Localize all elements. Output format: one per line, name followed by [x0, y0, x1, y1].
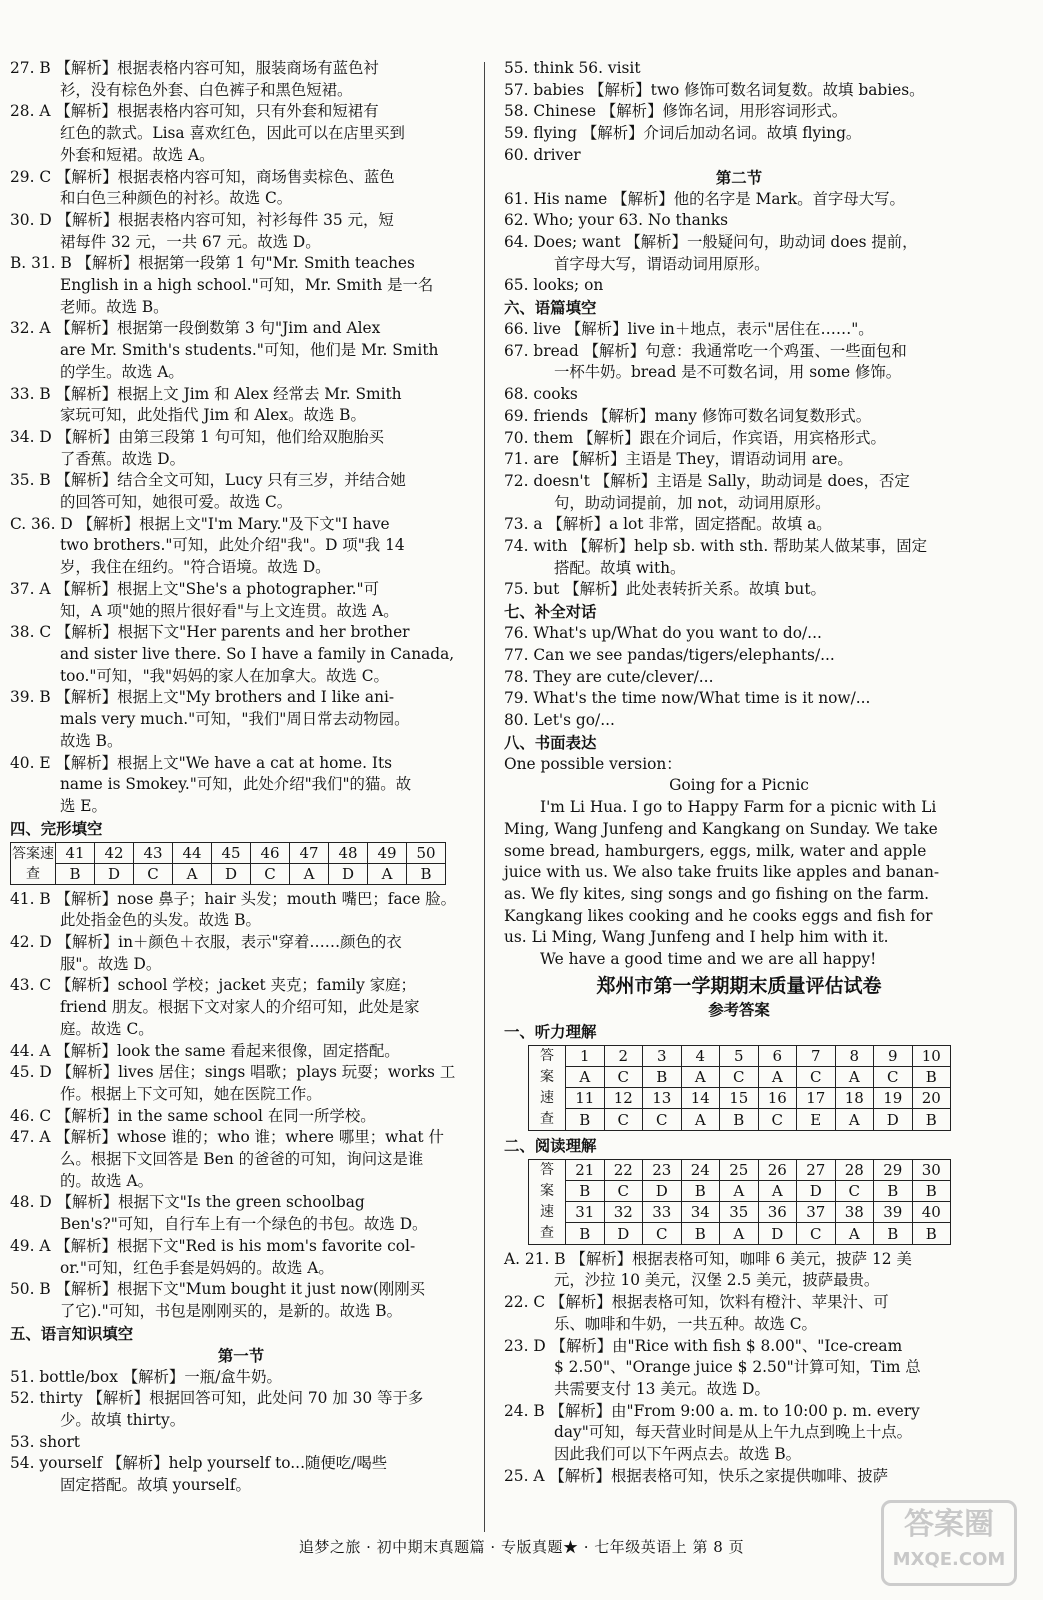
- text-line: two brothers."可知，此处介绍"我"。D 项"我 14: [60, 536, 405, 555]
- text-line: 首字母大写，谓语动词用原形。: [554, 254, 770, 273]
- answers-51-54: [10, 1367, 472, 1497]
- text-line: 搭配。故填 with。: [554, 558, 686, 577]
- question-number-cell: 42: [95, 842, 134, 863]
- question-number-cell: 13: [643, 1088, 682, 1109]
- answer-cell: B: [566, 1109, 605, 1130]
- answer-cell: C: [797, 1223, 836, 1244]
- answer-cell: A: [290, 863, 329, 884]
- question-number-cell: 5: [720, 1045, 759, 1066]
- answer-cell: C: [604, 1180, 643, 1201]
- text-line: 55. think 56. visit: [504, 59, 641, 77]
- answer-cell: B: [912, 1066, 951, 1087]
- text-line: are Mr. Smith's students."可知，他们是 Mr. Smith: [60, 341, 439, 360]
- cloze-answer-table: [10, 842, 446, 885]
- question-number-cell: 21: [566, 1159, 605, 1180]
- answer-cell: A: [720, 1223, 759, 1244]
- answers-61-65: [504, 189, 974, 298]
- text-line: 固定搭配。故填 yourself。: [60, 1476, 251, 1495]
- text-line: 69. friends 【解析】many 修饰可数名词复数形式。: [504, 406, 872, 425]
- text-line: 44. A 【解析】look the same 看起来很像，固定搭配。: [10, 1041, 400, 1060]
- answer-cell: E: [797, 1109, 836, 1130]
- text-line: 了香蕉。故选 D。: [60, 449, 185, 468]
- text-line: 39. B 【解析】根据上文"My brothers and I like ani-: [10, 688, 395, 707]
- text-line: 80. Let's go/...: [504, 710, 615, 729]
- question-number-cell: 26: [758, 1159, 797, 1180]
- question-number-cell: 31: [566, 1202, 605, 1223]
- text-line: 红色的款式。Lisa 喜欢红色，因此可以在店里买到: [60, 124, 405, 143]
- essay-line: Ming, Wang Junfeng and Kangkang on Sunday. We take: [504, 819, 938, 838]
- answer-cell: A: [368, 863, 407, 884]
- text-line: 岁，我住在纽约。"符合语境。故选 D。: [60, 558, 331, 577]
- reading-answer-table: [528, 1159, 951, 1245]
- question-number-cell: 19: [874, 1088, 913, 1109]
- answer-cell: D: [643, 1180, 682, 1201]
- text-line: 67. bread 【解析】句意：我通常吃一个鸡蛋、一些面包和: [504, 341, 907, 360]
- question-number-cell: 16: [758, 1088, 797, 1109]
- answer-cell: C: [643, 1223, 682, 1244]
- question-number-cell: 41: [56, 842, 95, 863]
- table-label-char: 答: [540, 1161, 554, 1178]
- answer-cell: B: [874, 1223, 913, 1244]
- text-line: or."可知，红色手套是妈妈的。故选 A。: [60, 1258, 334, 1277]
- answer-cell: B: [912, 1223, 951, 1244]
- answer-cell: C: [604, 1066, 643, 1087]
- answers-66-75: [504, 319, 974, 601]
- answer-cell: A: [835, 1109, 874, 1130]
- text-line: 服"。故选 D。: [60, 954, 162, 973]
- text-line: 61. His name 【解析】他的名字是 Mark。首字母大写。: [504, 189, 905, 208]
- text-line: 一杯牛奶。bread 是不可数名词，用 some 修饰。: [554, 363, 902, 382]
- text-line: 66. live 【解析】live in＋地点，表示"居住在……"。: [504, 320, 874, 339]
- question-number-cell: 24: [681, 1159, 720, 1180]
- text-line: 52. thirty 【解析】根据回答可知，此处问 70 加 30 等于多: [10, 1389, 424, 1408]
- question-number-cell: 15: [720, 1088, 759, 1109]
- text-line: 75. but 【解析】此处表转折关系。故填 but。: [504, 580, 826, 599]
- text-line: 49. A 【解析】根据下文"Red is his mom's favorite col-: [10, 1236, 416, 1255]
- text-line: 30. D 【解析】根据表格内容可知，衬衫每件 35 元，短: [10, 210, 394, 229]
- text-line: English in a high school."可知，Mr. Smith 是一名: [60, 276, 434, 295]
- answer-cell: B: [643, 1066, 682, 1087]
- question-number-cell: 17: [797, 1088, 836, 1109]
- question-number-cell: 34: [681, 1202, 720, 1223]
- text-line: 因此我们可以下午两点去。故选 B。: [554, 1445, 802, 1464]
- text-line: 41. B 【解析】nose 鼻子；hair 头发；mouth 嘴巴；face 脸。: [10, 889, 457, 908]
- part-1-title: 第一节: [217, 1346, 265, 1365]
- text-line: A. 21. B 【解析】根据表格可知，咖啡 6 美元，披萨 12 美: [504, 1249, 912, 1268]
- text-line: 45. D 【解析】lives 居住；sings 唱歌；plays 玩耍；works 工: [10, 1063, 456, 1082]
- text-line: 54. yourself 【解析】help yourself to...随便吃/喝些: [10, 1454, 388, 1473]
- text-line: 72. doesn't 【解析】主语是 Sally，助动词是 does，否定: [504, 471, 910, 490]
- question-number-cell: 9: [874, 1045, 913, 1066]
- answers-21-25: [504, 1249, 974, 1488]
- watermark-text: 答案圈: [904, 1507, 994, 1542]
- question-number-cell: 23: [643, 1159, 682, 1180]
- text-line: 句，助动词提前，加 not，动词用原形。: [554, 493, 831, 512]
- text-line: 35. B 【解析】结合全文可知，Lucy 只有三岁，并结合她: [10, 471, 406, 490]
- question-number-cell: 44: [173, 842, 212, 863]
- text-line: 51. bottle/box 【解析】一瓶/盒牛奶。: [10, 1367, 282, 1386]
- text-line: 62. Who; your 63. No thanks: [504, 211, 728, 230]
- answer-cell: C: [643, 1109, 682, 1130]
- answer-cell: A: [835, 1066, 874, 1087]
- answer-cell: B: [56, 863, 95, 884]
- text-line: 48. D 【解析】根据下文"Is the green schoolbag: [10, 1193, 365, 1212]
- section-title-passage: 六、语篇填空: [504, 299, 597, 318]
- text-line: name is Smokey."可知，此处介绍"我们"的猫。故: [60, 775, 412, 794]
- text-line: 老师。故选 B。: [60, 297, 169, 316]
- answer-cell: A: [566, 1066, 605, 1087]
- text-line: 裙每件 32 元，一共 67 元。故选 D。: [60, 232, 321, 251]
- text-line: 70. them 【解析】跟在介词后，作宾语，用宾格形式。: [504, 428, 886, 447]
- answer-cell: B: [681, 1223, 720, 1244]
- text-line: 64. Does; want 【解析】一般疑问句，助动词 does 提前，: [504, 232, 918, 251]
- answer-cell: A: [758, 1180, 797, 1201]
- question-number-cell: 12: [604, 1088, 643, 1109]
- text-line: 60. driver: [504, 145, 581, 164]
- text-line: 共需要支付 13 美元。故选 D。: [554, 1379, 770, 1398]
- text-line: 的学生。故选 A。: [60, 362, 184, 381]
- writing-intro: One possible version：: [504, 754, 682, 773]
- text-line: 58. Chinese 【解析】修饰名词，用形容词形式。: [504, 102, 848, 121]
- text-line: $ 2.50"、"Orange juice $ 2.50"计算可知，Tim 总: [554, 1358, 921, 1377]
- answer-cell: D: [212, 863, 251, 884]
- text-line: mals very much."可知，"我们"周日常去动物园。: [60, 710, 410, 729]
- text-line: 50. B 【解析】根据下文"Mum bought it just now(刚刚买: [10, 1280, 425, 1299]
- text-line: 和白色三种颜色的衬衫。故选 C。: [60, 189, 293, 208]
- question-number-cell: 35: [720, 1202, 759, 1223]
- text-line: C. 36. D 【解析】根据上文"I'm Mary."及下文"I have: [10, 514, 390, 533]
- text-line: 家玩可知，此处指代 Jim 和 Alex。故选 B。: [60, 406, 366, 425]
- text-line: 57. babies 【解析】two 修饰可数名词复数。故填 babies。: [504, 80, 925, 99]
- text-line: 40. E 【解析】根据上文"We have a cat at home. Its: [10, 753, 393, 772]
- section-title-listening: 一、听力理解: [504, 1022, 597, 1041]
- answer-cell: C: [134, 863, 173, 884]
- text-line: 了它)."可知，书包是刚刚买的，是新的。故选 B。: [60, 1301, 402, 1320]
- text-line: 46. C 【解析】in the same school 在同一所学校。: [10, 1106, 376, 1125]
- answer-cell: D: [758, 1223, 797, 1244]
- reading-table-label: [529, 1159, 566, 1244]
- answer-cell: C: [758, 1109, 797, 1130]
- text-line: B. 31. B 【解析】根据第一段第 1 句"Mr. Smith teaches: [10, 254, 415, 273]
- text-line: 78. They are cute/clever/...: [504, 667, 714, 686]
- text-line: 32. A 【解析】根据第一段倒数第 3 句"Jim and Alex: [10, 319, 381, 338]
- text-line: 衫，没有棕色外套、白色裤子和黑色短裙。: [60, 80, 353, 99]
- answers-76-80: [504, 623, 974, 732]
- watermark-logo: [881, 1500, 1017, 1586]
- answer-cell: D: [797, 1180, 836, 1201]
- question-number-cell: 39: [874, 1202, 913, 1223]
- text-line: friend 朋友。根据下文对家人的介绍可知，此处是家: [60, 998, 420, 1017]
- text-line: 68. cooks: [504, 385, 578, 404]
- section-title-reading: 二、阅读理解: [504, 1136, 597, 1155]
- text-line: 故选 B。: [60, 731, 123, 750]
- answer-cell: C: [797, 1066, 836, 1087]
- question-number-cell: 27: [797, 1159, 836, 1180]
- answer-cell: D: [604, 1223, 643, 1244]
- text-line: too."可知，"我"妈妈的家人在加拿大。故选 C。: [60, 666, 389, 685]
- answer-cell: B: [681, 1180, 720, 1201]
- answer-cell: A: [758, 1066, 797, 1087]
- page-footer: 追梦之旅 · 初中期末真题篇 · 专版真题★ · 七年级英语上 第 8 页: [298, 1538, 745, 1556]
- text-line: 76. What's up/What do you want to do/...: [504, 624, 822, 643]
- section-title-cloze: 四、完形填空: [10, 819, 103, 838]
- table-label-char: 查: [540, 1224, 554, 1241]
- listening-answer-table: [528, 1045, 951, 1131]
- text-line: 选 E。: [60, 796, 107, 815]
- answer-cell: B: [912, 1180, 951, 1201]
- question-number-cell: 3: [643, 1045, 682, 1066]
- text-line: 少。故填 thirty。: [60, 1411, 186, 1430]
- question-number-cell: 14: [681, 1088, 720, 1109]
- table-label-char: 答: [540, 1047, 554, 1064]
- answer-cell: C: [251, 863, 290, 884]
- question-number-cell: 43: [134, 842, 173, 863]
- text-line: 乐、咖啡和牛奶，一共五种。故选 C。: [554, 1314, 817, 1333]
- text-line: 28. A 【解析】根据表格内容可知，只有外套和短裙有: [10, 102, 379, 121]
- essay-line: I'm Li Hua. I go to Happy Farm for a picnic with Li: [540, 798, 937, 817]
- answer-cell: C: [874, 1066, 913, 1087]
- text-line: 27. B 【解析】根据表格内容可知，服装商场有蓝色衬: [10, 59, 379, 77]
- text-line: and sister live there. So I have a family in Canada,: [60, 644, 455, 663]
- question-number-cell: 30: [912, 1159, 951, 1180]
- text-line: 22. C 【解析】根据表格可知，饮料有橙汁、苹果汁、可: [504, 1293, 889, 1312]
- question-number-cell: 47: [290, 842, 329, 863]
- question-number-cell: 38: [835, 1202, 874, 1223]
- answer-cell: B: [566, 1180, 605, 1201]
- listening-table-label: [529, 1045, 566, 1130]
- answer-cell: A: [835, 1223, 874, 1244]
- question-number-cell: 36: [758, 1202, 797, 1223]
- text-line: 71. are 【解析】主语是 They，谓语动词用 are。: [504, 450, 853, 469]
- answer-cell: B: [912, 1109, 951, 1130]
- question-number-cell: 2: [604, 1045, 643, 1066]
- table-label-char: 案: [540, 1182, 554, 1199]
- answer-cell: B: [720, 1109, 759, 1130]
- text-line: 33. B 【解析】根据上文 Jim 和 Alex 经常去 Mr. Smith: [10, 384, 402, 403]
- essay-line: Kangkang likes cooking and he cooks eggs and fish for: [504, 906, 933, 925]
- text-line: 37. A 【解析】根据上文"She's a photographer."可: [10, 579, 379, 598]
- answers-55-60: [504, 58, 974, 167]
- essay-line: We have a good time and we are all happy!: [540, 950, 877, 969]
- left-column: [10, 58, 472, 1497]
- exam-subtitle: 参考答案: [708, 1000, 770, 1019]
- essay-line: as. We fly kites, sing songs and go fishing on the farm.: [504, 884, 930, 903]
- text-line: 34. D 【解析】由第三段第 1 句可知，他们给双胞胎买: [10, 427, 384, 446]
- right-column: [504, 58, 974, 1487]
- question-number-cell: 37: [797, 1202, 836, 1223]
- question-number-cell: 40: [912, 1202, 951, 1223]
- answers-27-40: [10, 58, 472, 818]
- question-number-cell: 29: [874, 1159, 913, 1180]
- essay-title: Going for a Picnic: [669, 776, 809, 795]
- text-line: 53. short: [10, 1432, 80, 1451]
- question-number-cell: 11: [566, 1088, 605, 1109]
- question-number-cell: 7: [797, 1045, 836, 1066]
- text-line: 的。故选 A。: [60, 1171, 153, 1190]
- answer-cell: A: [681, 1109, 720, 1130]
- text-line: 23. D 【解析】由"Rice with fish $ 8.00"、"Ice-cream: [504, 1336, 903, 1355]
- question-number-cell: 46: [251, 842, 290, 863]
- question-number-cell: 33: [643, 1202, 682, 1223]
- answer-cell: D: [95, 863, 134, 884]
- question-number-cell: 4: [681, 1045, 720, 1066]
- answer-cell: C: [835, 1180, 874, 1201]
- text-line: 的回答可知，她很可爱。故选 C。: [60, 493, 293, 512]
- watermark-url: MXQE.COM: [892, 1549, 1006, 1570]
- section-title-language: 五、语言知识填空: [10, 1324, 134, 1343]
- answer-cell: D: [329, 863, 368, 884]
- question-number-cell: 25: [720, 1159, 759, 1180]
- table-label-char: 查: [540, 1110, 554, 1127]
- cloze-table-label: 答案速查: [11, 842, 56, 884]
- essay-line: us. Li Ming, Wang Junfeng and I help him with it.: [504, 928, 889, 947]
- text-line: 47. A 【解析】whose 谁的；who 谁；where 哪里；what 什: [10, 1128, 444, 1147]
- essay-line: some bread, hamburgers, eggs, milk, water and apple: [504, 841, 927, 860]
- table-label-char: 速: [540, 1089, 554, 1106]
- column-divider: [484, 62, 485, 1532]
- question-number-cell: 6: [758, 1045, 797, 1066]
- table-label-char: 案: [540, 1068, 554, 1085]
- section-title-dialog: 七、补全对话: [504, 603, 597, 622]
- text-line: 79. What's the time now/What time is it now/...: [504, 689, 871, 708]
- question-number-cell: 10: [912, 1045, 951, 1066]
- text-line: 24. B 【解析】由"From 9:00 a. m. to 10:00 p. m. every: [504, 1401, 920, 1420]
- answer-cell: B: [566, 1223, 605, 1244]
- text-line: 43. C 【解析】school 学校；jacket 夹克；family 家庭；: [10, 976, 416, 995]
- question-number-cell: 49: [368, 842, 407, 863]
- text-line: 元，沙拉 10 美元，汉堡 2.5 美元，披萨最贵。: [554, 1271, 880, 1290]
- text-line: 么。根据下文回答是 Ben 的爸爸的可知，询问这是谁: [60, 1150, 424, 1169]
- text-line: 65. looks; on: [504, 276, 604, 295]
- text-line: 此处指金色的头发。故选 B。: [60, 911, 261, 930]
- answer-cell: C: [720, 1066, 759, 1087]
- essay-body: [504, 797, 974, 971]
- text-line: 知，A 项"她的照片很好看"与上文连贯。故选 A。: [60, 601, 399, 620]
- question-number-cell: 48: [329, 842, 368, 863]
- text-line: 74. with 【解析】help sb. with sth. 帮助某人做某事，固定: [504, 537, 928, 556]
- question-number-cell: 45: [212, 842, 251, 863]
- text-line: day"可知，每天营业时间是从上午九点到晚上十点。: [554, 1423, 913, 1442]
- text-line: Ben's?"可知，自行车上有一个绿色的书包。故选 D。: [60, 1215, 428, 1234]
- answer-cell: C: [604, 1109, 643, 1130]
- answer-cell: A: [681, 1066, 720, 1087]
- question-number-cell: 22: [604, 1159, 643, 1180]
- text-line: 38. C 【解析】根据下文"Her parents and her brother: [10, 623, 410, 642]
- question-number-cell: 18: [835, 1088, 874, 1109]
- text-line: 42. D 【解析】in＋颜色＋衣服，表示"穿着……颜色的衣: [10, 933, 402, 952]
- question-number-cell: 8: [835, 1045, 874, 1066]
- question-number-cell: 1: [566, 1045, 605, 1066]
- answer-cell: A: [720, 1180, 759, 1201]
- exam-title: 郑州市第一学期期末质量评估试卷: [596, 974, 882, 997]
- text-line: 77. Can we see pandas/tigers/elephants/...: [504, 645, 835, 664]
- section-title-writing: 八、书面表达: [504, 733, 597, 752]
- answer-cell: B: [874, 1180, 913, 1201]
- answer-cell: B: [407, 863, 446, 884]
- text-line: 73. a 【解析】a lot 非常，固定搭配。故填 a。: [504, 515, 832, 534]
- question-number-cell: 32: [604, 1202, 643, 1223]
- answers-41-50: [10, 889, 472, 1323]
- table-label-char: 速: [540, 1203, 554, 1220]
- question-number-cell: 28: [835, 1159, 874, 1180]
- question-number-cell: 20: [912, 1088, 951, 1109]
- part-2-title: 第二节: [715, 168, 763, 187]
- text-line: 庭。故选 C。: [60, 1019, 154, 1038]
- text-line: 29. C 【解析】根据表格内容可知，商场售卖棕色、蓝色: [10, 167, 395, 186]
- answer-cell: D: [874, 1109, 913, 1130]
- text-line: 59. flying 【解析】介词后加动名词。故填 flying。: [504, 124, 862, 143]
- text-line: 25. A 【解析】根据表格可知，快乐之家提供咖啡、披萨: [504, 1466, 888, 1485]
- essay-line: juice with us. We also take fruits like apples and banan-: [504, 863, 940, 882]
- text-line: 外套和短裙。故选 A。: [60, 145, 215, 164]
- question-number-cell: 50: [407, 842, 446, 863]
- text-line: 作。根据上下文可知，她在医院工作。: [60, 1084, 322, 1103]
- answer-cell: A: [173, 863, 212, 884]
